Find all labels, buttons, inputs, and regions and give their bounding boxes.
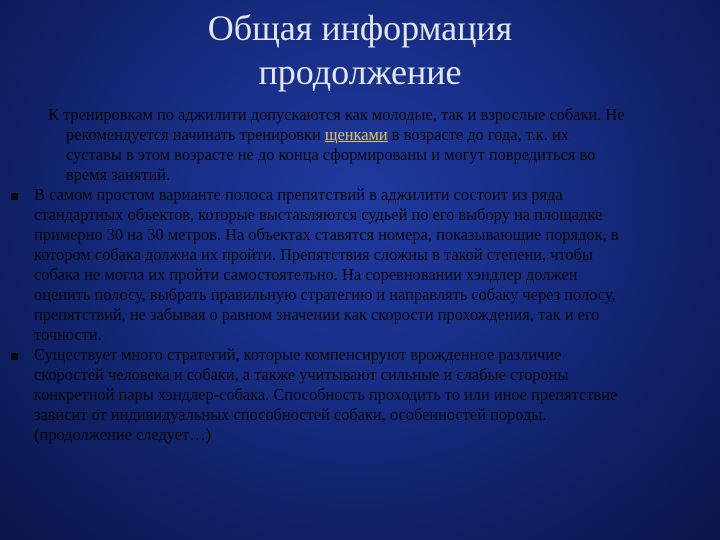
bullet-3-icon — [11, 353, 18, 360]
paragraph-2-line-5: собака не могла их пройти самостоятельно. На соревновании хэндлер должен — [34, 265, 578, 284]
paragraph-1-line-1: К тренировкам по аджилити допускаются как молодые, так и взрослые собаки. Не — [48, 105, 625, 124]
paragraph-2-line-2: стандартных объектов, которые выставляются судьей по его выбору на площадке — [34, 205, 603, 224]
paragraph-1-line-4: время занятий. — [66, 165, 171, 184]
paragraph-2-line-7: препятствий, не забывая о равном значении как скорости прохождения, так и его — [34, 305, 600, 324]
paragraph-1-line-3: суставы в этом возрасте не до конца сформированы и могут повредиться во — [66, 145, 596, 164]
paragraph-2-line-8: точности. — [34, 325, 102, 344]
slide-title-line-2: продолжение — [258, 52, 462, 92]
paragraph-3-line-5: (продолжение следует…) — [34, 425, 212, 444]
paragraph-2-line-6: оценить полосу, выбрать правильную стратегию и направлять собаку через полосу, — [34, 285, 616, 304]
paragraph-3-line-3: конкретной пары хэндлер-собака. Способность проходить то или иное препятствие — [34, 385, 618, 404]
bullet-2-icon — [11, 193, 18, 200]
slide-title-line-1: Общая информация — [207, 8, 513, 48]
paragraph-2-line-1: В самом простом варианте полоса препятствий в аджилити состоит из ряда — [34, 185, 563, 204]
paragraph-2-line-4: котором собака должна их пройти. Препятствия сложны в такой степени, чтобы — [34, 245, 593, 264]
paragraph-1-line-2: рекомендуется начинать тренировки щенками в возрасте до года, т.к. их — [66, 125, 569, 144]
paragraph-3-line-2: скоростей человека и собаки, а также учитывают сильные и слабые стороны — [34, 365, 569, 384]
paragraph-3-line-1: Существует много стратегий, которые компенсируют врожденное различие — [34, 345, 562, 364]
puppies-link[interactable]: щенками — [324, 125, 388, 144]
paragraph-2-line-3: примерно 30 на 30 метров. На объектах ставятся номера, показывающие порядок, в — [34, 225, 619, 244]
paragraph-3-line-4: зависит от индивидуальных способностей собаки, особенностей породы. — [34, 405, 547, 424]
